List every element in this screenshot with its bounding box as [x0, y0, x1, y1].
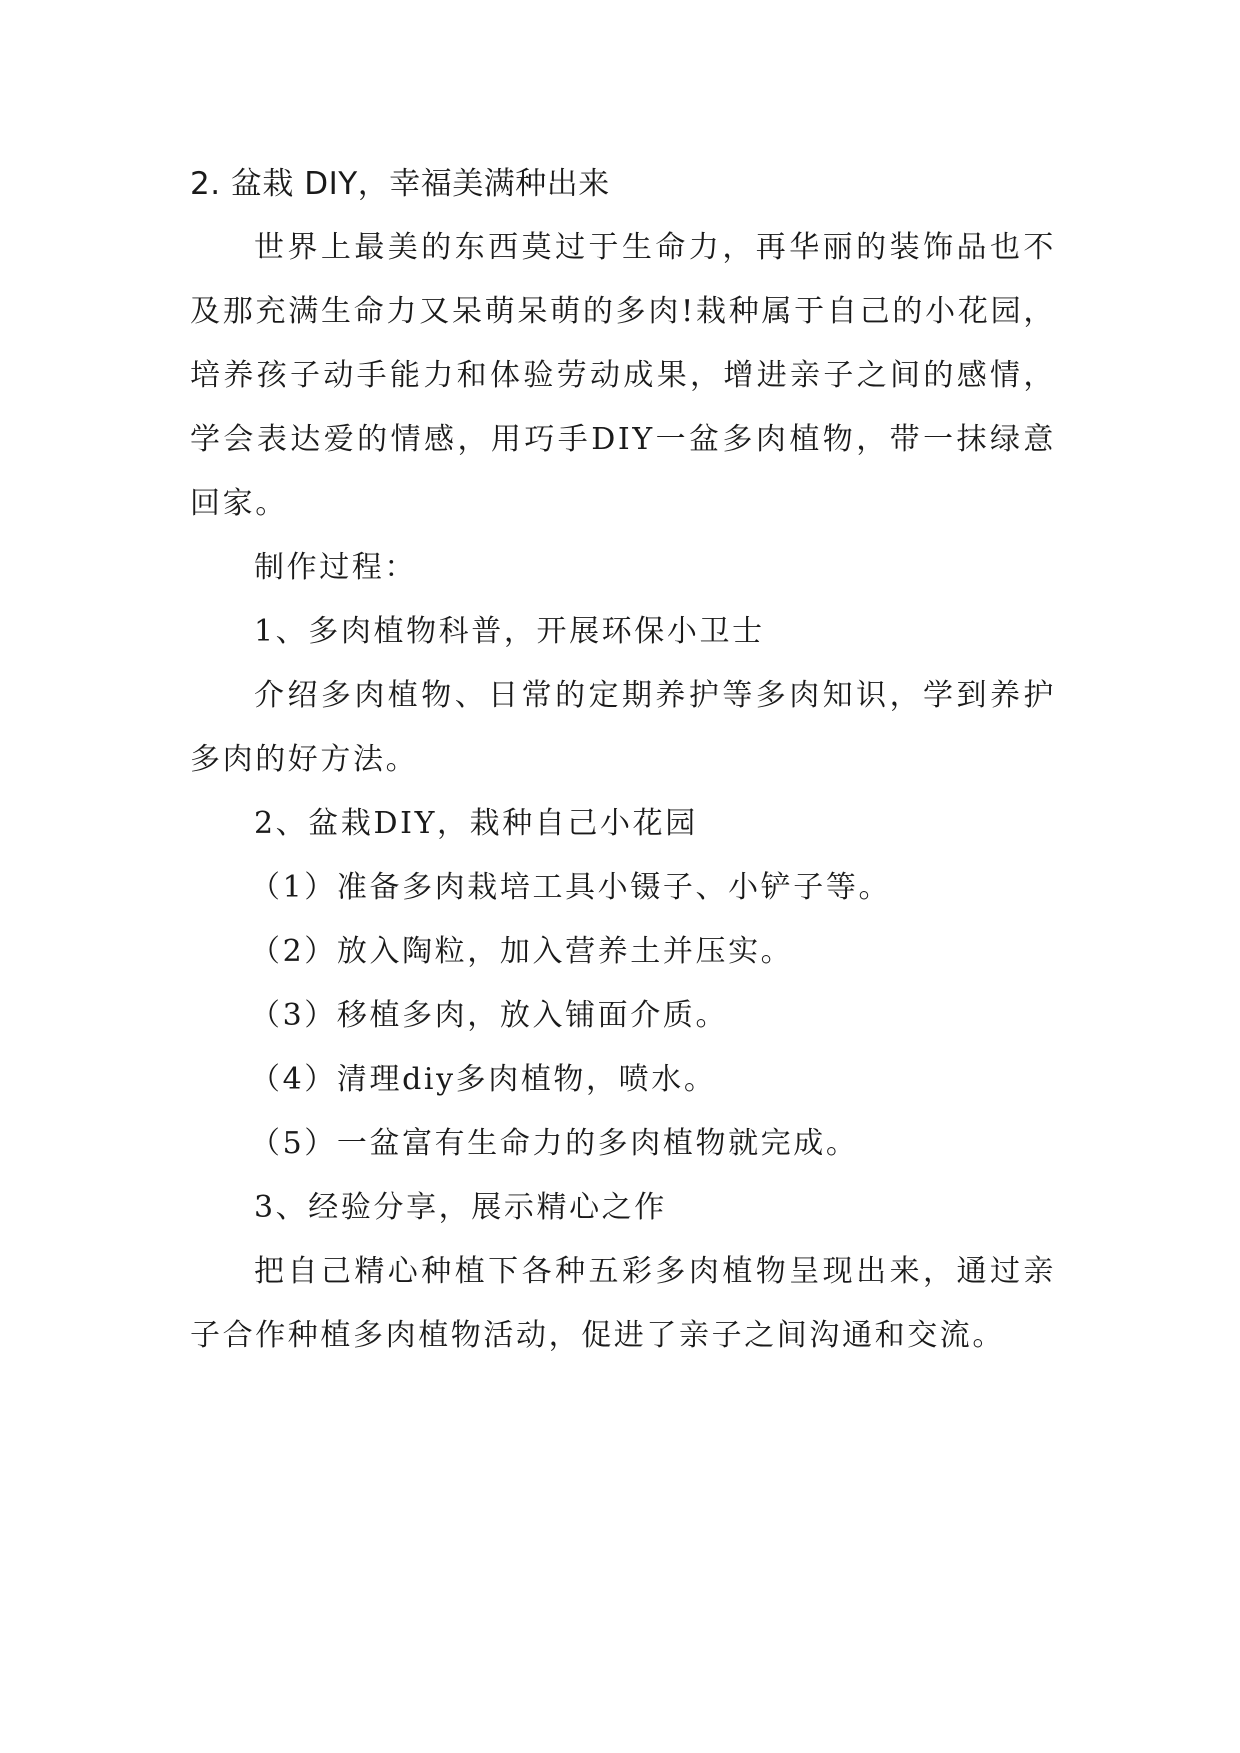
section-1-body: 介绍多肉植物、日常的定期养护等多肉知识，学到养护多肉的好方法。 — [190, 678, 1056, 777]
process-label: 制作过程： — [254, 550, 417, 585]
section-heading: 2. 盆栽 DIY，幸福美满种出来 — [190, 166, 610, 202]
section-3-title: 3、经验分享，展示精心之作 — [254, 1190, 667, 1225]
section-3-body: 把自己精心种植下各种五彩多肉植物呈现出来，通过亲子合作种植多肉植物活动，促进了亲子之间沟通和交流。 — [190, 1254, 1056, 1353]
step-item: （3）移植多肉，放入铺面介质。 — [250, 998, 729, 1033]
section-2-title: 2、盆栽DIY，栽种自己小花园 — [254, 806, 698, 841]
step-item: （1）准备多肉栽培工具小镊子、小铲子等。 — [250, 870, 892, 905]
document-body — [190, 152, 1056, 1368]
step-item: （5）一盆富有生命力的多肉植物就完成。 — [250, 1126, 859, 1161]
section-1-title: 1、多肉植物科普，开展环保小卫士 — [254, 614, 765, 649]
step-item: （2）放入陶粒，加入营养土并压实。 — [250, 934, 794, 969]
intro-paragraph: 世界上最美的东西莫过于生命力，再华丽的装饰品也不及那充满生命力又呆萌呆萌的多肉!栽种属于自己的小花园，培养孩子动手能力和体验劳动成果，增进亲子之间的感情，学会表达爱的情感，用巧手DIY一盆多肉植物，带一抹绿意回家。 — [190, 230, 1056, 521]
step-item: （4）清理diy多肉植物，喷水。 — [250, 1062, 717, 1097]
